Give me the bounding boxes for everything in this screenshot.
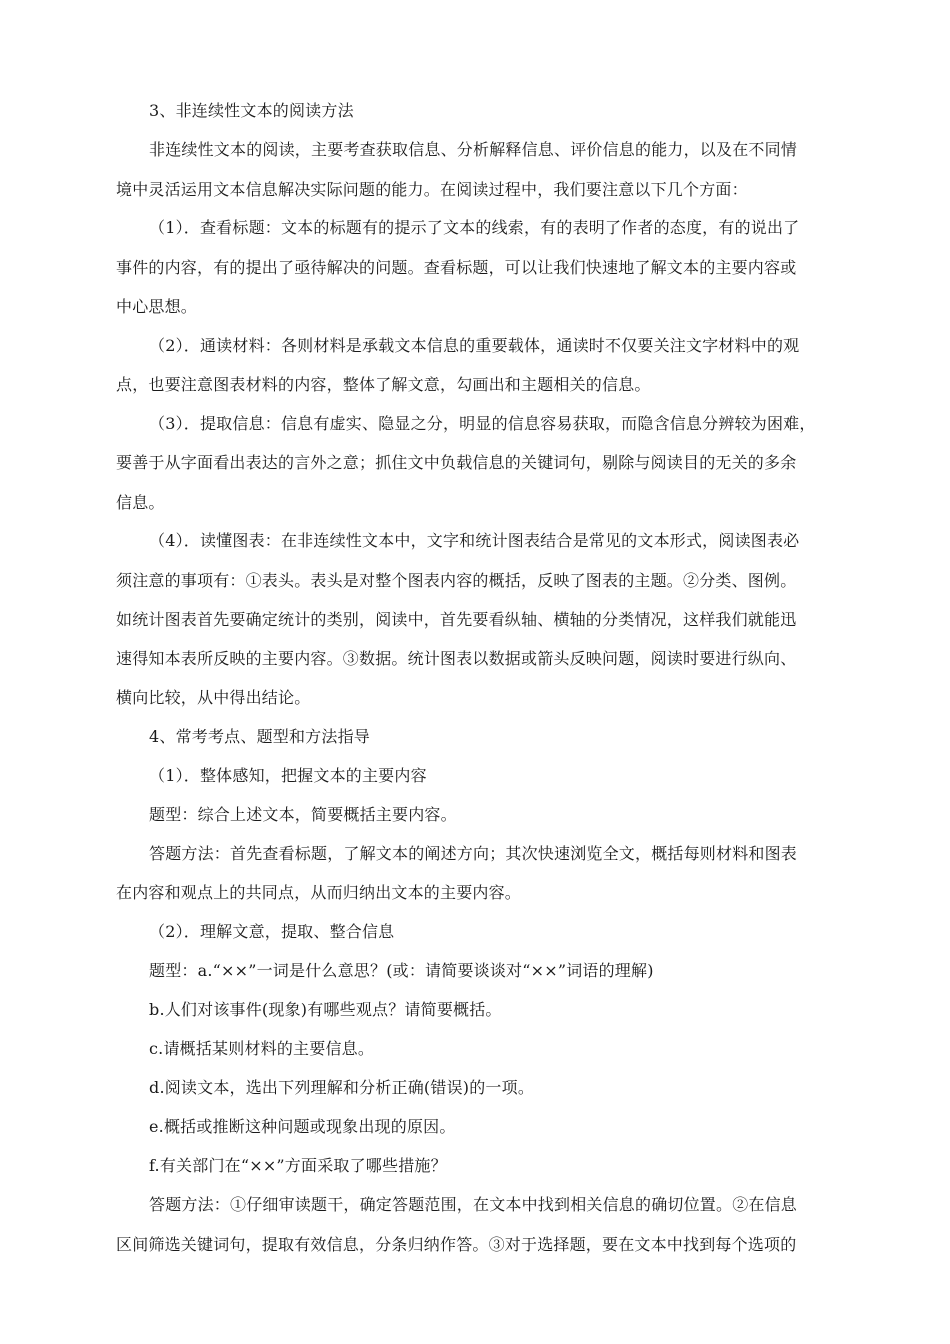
- section-4-heading: 4、常考考点、题型和方法指导: [149, 727, 370, 746]
- subsection-1-question-type: 题型：综合上述文本，简要概括主要内容。: [149, 805, 457, 824]
- question-type-e: e.概括或推断这种问题或现象出现的原因。: [149, 1117, 456, 1136]
- question-type-d: d.阅读文本，选出下列理解和分析正确(错误)的一项。: [149, 1078, 535, 1097]
- point-4-line-5: 横向比较，从中得出结论。: [116, 688, 311, 707]
- intro-line-1: 非连续性文本的阅读，主要考查获取信息、分析解释信息、评价信息的能力，以及在不同情: [149, 140, 798, 159]
- question-type-a: 题型：a.“××”一词是什么意思？(或：请简要谈谈对“××”词语的理解): [149, 961, 654, 980]
- intro-line-2: 境中灵活运用文本信息解决实际问题的能力。在阅读过程中，我们要注意以下几个方面：: [116, 180, 748, 199]
- subsection-1-method-line-1: 答题方法：首先查看标题，了解文本的阐述方向；其次快速浏览全文，概括每则材料和图表: [149, 844, 798, 863]
- point-4-line-2: 须注意的事项有：①表头。表头是对整个图表内容的概括，反映了图表的主题。②分类、图例。: [116, 571, 797, 590]
- question-type-b: b.人们对该事件(现象)有哪些观点？请简要概括。: [149, 1000, 502, 1019]
- point-3-line-1: （3）．提取信息：信息有虚实、隐显之分，明显的信息容易获取，而隐含信息分辨较为困难，: [149, 414, 816, 433]
- subsection-1-title: （1）．整体感知，把握文本的主要内容: [149, 766, 427, 785]
- point-4-line-1: （4）．读懂图表：在非连续性文本中，文字和统计图表结合是常见的文本形式，阅读图表必: [149, 531, 800, 550]
- point-4-line-3: 如统计图表首先要确定统计的类别，阅读中，首先要看纵轴、横轴的分类情况，这样我们就能迅: [116, 610, 797, 629]
- point-4-line-4: 速得知本表所反映的主要内容。③数据。统计图表以数据或箭头反映问题，阅读时要进行纵向、: [116, 649, 797, 668]
- point-2-line-2: 点，也要注意图表材料的内容，整体了解文意，勾画出和主题相关的信息。: [116, 375, 651, 394]
- point-3-line-3: 信息。: [116, 493, 165, 512]
- subsection-2-method-line-1: 答题方法：①仔细审读题干，确定答题范围，在文本中找到相关信息的确切位置。②在信息: [149, 1195, 798, 1214]
- subsection-2-title: （2）．理解文意，提取、整合信息: [149, 922, 395, 941]
- subsection-1-method-line-2: 在内容和观点上的共同点，从而归纳出文本的主要内容。: [116, 883, 522, 902]
- point-2-line-1: （2）．通读材料：各则材料是承载文本信息的重要载体，通读时不仅要关注文字材料中的观: [149, 336, 800, 355]
- point-1-line-2: 事件的内容，有的提出了亟待解决的问题。查看标题，可以让我们快速地了解文本的主要内容或: [116, 258, 797, 277]
- section-3-heading: 3、非连续性文本的阅读方法: [149, 101, 354, 120]
- question-type-f: f.有关部门在“××”方面采取了哪些措施？: [149, 1156, 447, 1175]
- point-3-line-2: 要善于从字面看出表达的言外之意；抓住文中负载信息的关键词句，剔除与阅读目的无关的多余: [116, 453, 797, 472]
- point-1-line-1: （1）．查看标题：文本的标题有的提示了文本的线索，有的表明了作者的态度，有的说出了: [149, 218, 800, 237]
- point-1-line-3: 中心思想。: [116, 297, 198, 316]
- subsection-2-method-line-2: 区间筛选关键词句，提取有效信息，分条归纳作答。③对于选择题，要在文本中找到每个选项的: [116, 1235, 797, 1254]
- question-type-c: c.请概括某则材料的主要信息。: [149, 1039, 375, 1058]
